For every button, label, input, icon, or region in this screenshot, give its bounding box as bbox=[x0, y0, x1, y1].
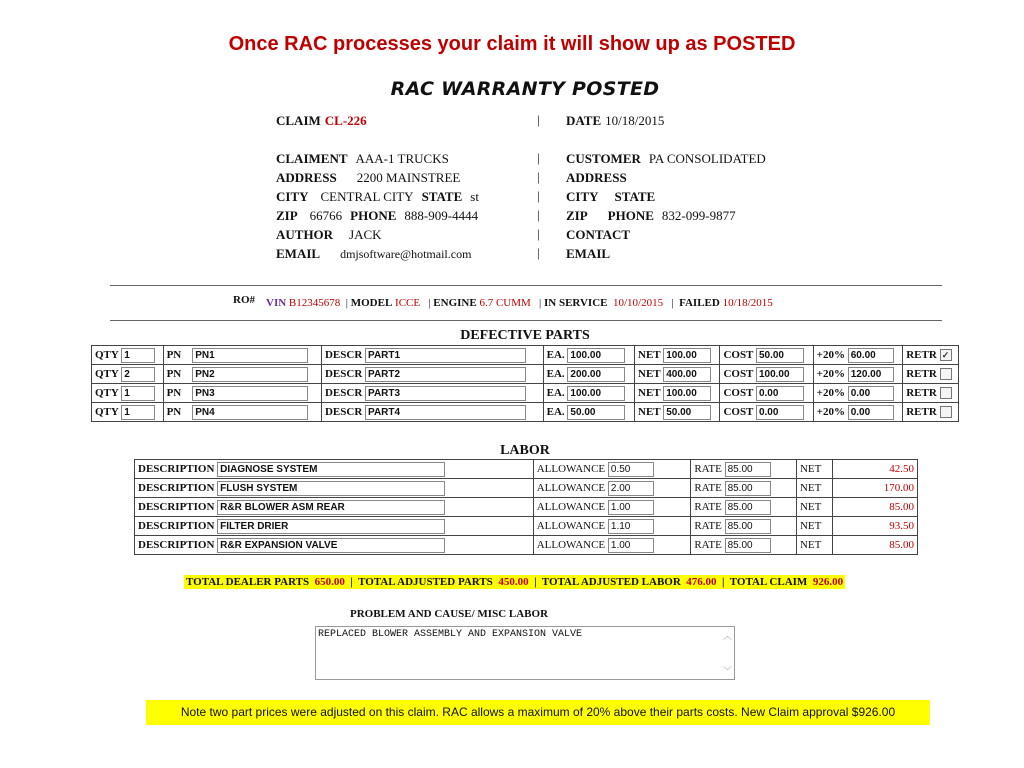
divider bbox=[110, 285, 942, 286]
separator: | bbox=[537, 188, 540, 203]
total-claim: 926.00 bbox=[812, 576, 844, 588]
email-field: EMAIL dmjsoftware@hotmail.com bbox=[276, 246, 472, 261]
qty-input[interactable]: 1 bbox=[121, 348, 155, 363]
scroll-up-icon[interactable]: ︿ bbox=[722, 632, 732, 642]
labor-description-input[interactable]: R&R BLOWER ASM REAR bbox=[217, 500, 445, 515]
markup-input[interactable]: 0.00 bbox=[848, 405, 894, 420]
problem-textarea[interactable]: REPLACED BLOWER ASSEMBLY AND EXPANSION VALVE ︿ ﹀ bbox=[315, 626, 735, 680]
labor-net-value: 85.00 bbox=[889, 501, 914, 513]
labor-description-input[interactable]: FILTER DRIER bbox=[217, 519, 445, 534]
allowance-input[interactable]: 1.00 bbox=[608, 538, 654, 553]
author-field: AUTHOR JACK bbox=[276, 227, 382, 242]
rate-input[interactable]: 85.00 bbox=[725, 519, 771, 534]
separator: | bbox=[537, 226, 540, 241]
table-row: QTY 1 PN PN3 DESCR PART3 EA. 100.00 NET 100.00 COST 0.00 +20% 0.00 RETR bbox=[92, 384, 959, 403]
divider bbox=[110, 320, 942, 321]
pn-input[interactable]: PN2 bbox=[192, 367, 308, 382]
pn-input[interactable]: PN3 bbox=[192, 386, 308, 401]
rate-input[interactable]: 85.00 bbox=[725, 500, 771, 515]
rate-input[interactable]: 85.00 bbox=[725, 538, 771, 553]
customer-zip-phone-field: ZIP PHONE 832-099-9877 bbox=[566, 208, 736, 223]
total-adjusted-parts: 450.00 bbox=[498, 576, 529, 588]
descr-input[interactable]: PART3 bbox=[365, 386, 526, 401]
net-input[interactable]: 100.00 bbox=[663, 348, 711, 363]
claim-date: DATE 10/18/2015 bbox=[566, 113, 665, 128]
labor-description-input[interactable]: R&R EXPANSION VALVE bbox=[217, 538, 445, 553]
labor-description-input[interactable]: DIAGNOSE SYSTEM bbox=[217, 462, 445, 477]
ea-input[interactable]: 100.00 bbox=[567, 386, 625, 401]
customer-field: CUSTOMER PA CONSOLIDATED bbox=[566, 151, 766, 166]
scroll-down-icon[interactable]: ﹀ bbox=[722, 667, 732, 677]
labor-net-value: 85.00 bbox=[889, 539, 914, 551]
separator: | bbox=[537, 112, 540, 127]
total-dealer-parts: 650.00 bbox=[314, 576, 345, 588]
contact-field: CONTACT bbox=[566, 227, 631, 242]
labor-table bbox=[134, 459, 918, 555]
total-adjusted-labor: 476.00 bbox=[686, 576, 717, 588]
retr-checkbox[interactable] bbox=[940, 406, 952, 418]
cost-input[interactable]: 100.00 bbox=[756, 367, 804, 382]
qty-input[interactable]: 2 bbox=[121, 367, 155, 382]
net-input[interactable]: 50.00 bbox=[663, 405, 711, 420]
allowance-input[interactable]: 0.50 bbox=[608, 462, 654, 477]
labor-net-value: 42.50 bbox=[889, 463, 914, 475]
net-input[interactable]: 400.00 bbox=[663, 367, 711, 382]
labor-section-title: LABOR bbox=[500, 443, 550, 458]
ea-input[interactable]: 200.00 bbox=[567, 367, 625, 382]
pn-input[interactable]: PN1 bbox=[192, 348, 308, 363]
form-title: RAC WARRANTY POSTED bbox=[390, 78, 660, 100]
cost-input[interactable]: 0.00 bbox=[756, 386, 804, 401]
totals-bar: TOTAL DEALER PARTS 650.00 | TOTAL ADJUSTED PARTS 450.00 | TOTAL ADJUSTED LABOR 476.00 | TOTAL CLAIM 926.00 bbox=[186, 576, 844, 588]
page-heading: Once RAC processes your claim it will show up as POSTED bbox=[228, 33, 796, 55]
city-state-field: CITY CENTRAL CITY STATE st bbox=[276, 189, 479, 204]
table-row: DESCRIPTION R&R BLOWER ASM REAR ALLOWANCE 1.00 RATE 85.00 NET 85.00 bbox=[135, 498, 918, 517]
table-row: DESCRIPTION FLUSH SYSTEM ALLOWANCE 2.00 RATE 85.00 NET 170.00 bbox=[135, 479, 918, 498]
qty-input[interactable]: 1 bbox=[121, 386, 155, 401]
separator: | bbox=[537, 150, 540, 165]
table-row: DESCRIPTION R&R EXPANSION VALVE ALLOWANCE 1.00 RATE 85.00 NET 85.00 bbox=[135, 536, 918, 555]
customer-address-field: ADDRESS bbox=[566, 170, 627, 185]
labor-net-value: 170.00 bbox=[883, 482, 914, 494]
claiment-field: CLAIMENT AAA-1 TRUCKS bbox=[276, 151, 449, 166]
separator: | bbox=[537, 169, 540, 184]
table-row: QTY 1 PN PN1 DESCR PART1 EA. 100.00 NET 100.00 COST 50.00 +20% 60.00 RETR ✓ bbox=[92, 346, 959, 365]
cost-input[interactable]: 0.00 bbox=[756, 405, 804, 420]
allowance-input[interactable]: 2.00 bbox=[608, 481, 654, 496]
parts-section-title: DEFECTIVE PARTS bbox=[460, 328, 590, 343]
address-field: ADDRESS 2200 MAINSTREE bbox=[276, 170, 461, 185]
claim-number: CLAIM CL-226 bbox=[276, 113, 367, 128]
table-row: DESCRIPTION FILTER DRIER ALLOWANCE 1.10 RATE 85.00 NET 93.50 bbox=[135, 517, 918, 536]
table-row: DESCRIPTION DIAGNOSE SYSTEM ALLOWANCE 0.50 RATE 85.00 NET 42.50 bbox=[135, 460, 918, 479]
customer-city-state-field: CITY STATE bbox=[566, 189, 656, 204]
rate-input[interactable]: 85.00 bbox=[725, 481, 771, 496]
retr-checkbox[interactable]: ✓ bbox=[940, 349, 952, 361]
problem-title: PROBLEM AND CAUSE/ MISC LABOR bbox=[350, 608, 549, 620]
separator: | bbox=[537, 207, 540, 222]
separator: | bbox=[537, 245, 540, 260]
ro-line: RO# VIN B12345678 | MODEL ICCE | ENGINE 6.7 CUMM | IN SERVICE 10/10/2015 | FAILED 10/18/2015 bbox=[233, 294, 773, 309]
markup-input[interactable]: 0.00 bbox=[848, 386, 894, 401]
labor-net-value: 93.50 bbox=[889, 520, 914, 532]
descr-input[interactable]: PART4 bbox=[365, 405, 526, 420]
table-row: QTY 2 PN PN2 DESCR PART2 EA. 200.00 NET 400.00 COST 100.00 +20% 120.00 RETR bbox=[92, 365, 959, 384]
ea-input[interactable]: 100.00 bbox=[567, 348, 625, 363]
note-banner: Note two part prices were adjusted on this claim. RAC allows a maximum of 20% above their parts costs. New Claim approval $926.00 bbox=[146, 700, 930, 725]
table-row: QTY 1 PN PN4 DESCR PART4 EA. 50.00 NET 50.00 COST 0.00 +20% 0.00 RETR bbox=[92, 403, 959, 422]
pn-input[interactable]: PN4 bbox=[192, 405, 308, 420]
cost-input[interactable]: 50.00 bbox=[756, 348, 804, 363]
labor-description-input[interactable]: FLUSH SYSTEM bbox=[217, 481, 445, 496]
rate-input[interactable]: 85.00 bbox=[725, 462, 771, 477]
markup-input[interactable]: 60.00 bbox=[848, 348, 894, 363]
allowance-input[interactable]: 1.00 bbox=[608, 500, 654, 515]
markup-input[interactable]: 120.00 bbox=[848, 367, 894, 382]
retr-checkbox[interactable] bbox=[940, 387, 952, 399]
allowance-input[interactable]: 1.10 bbox=[608, 519, 654, 534]
net-input[interactable]: 100.00 bbox=[663, 386, 711, 401]
qty-input[interactable]: 1 bbox=[121, 405, 155, 420]
retr-checkbox[interactable] bbox=[940, 368, 952, 380]
zip-phone-field: ZIP 66766 PHONE 888-909-4444 bbox=[276, 208, 479, 223]
descr-input[interactable]: PART1 bbox=[365, 348, 526, 363]
ea-input[interactable]: 50.00 bbox=[567, 405, 625, 420]
descr-input[interactable]: PART2 bbox=[365, 367, 526, 382]
parts-table bbox=[91, 345, 959, 422]
customer-email-field: EMAIL bbox=[566, 246, 611, 261]
